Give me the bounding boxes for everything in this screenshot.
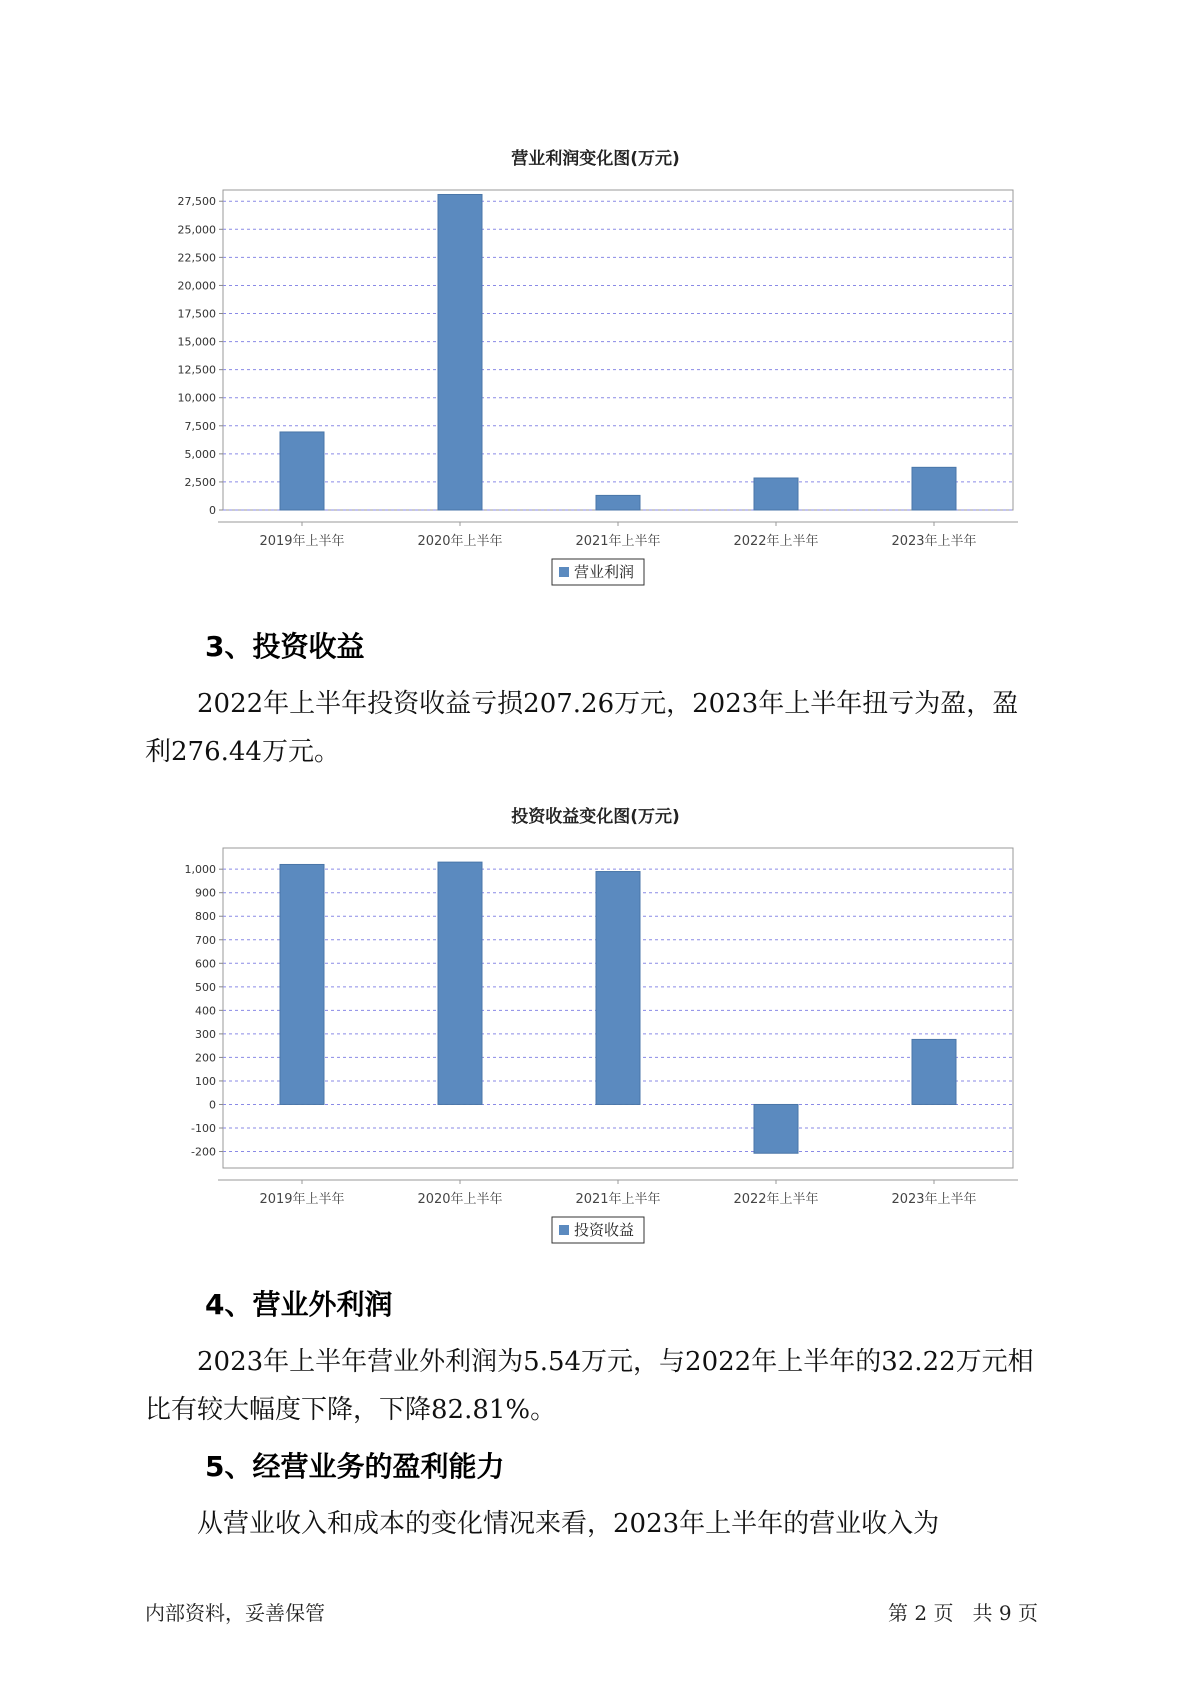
heading-investment-income: 3、投资收益 <box>205 630 365 663</box>
legend-swatch <box>559 567 569 577</box>
y-tick-label: 100 <box>195 1074 216 1088</box>
chart-title-operating-profit: 营业利润变化图(万元) <box>511 149 680 169</box>
bar <box>438 194 482 510</box>
bar <box>280 432 324 510</box>
y-tick-label: 300 <box>195 1027 216 1041</box>
y-tick-label: 200 <box>195 1051 216 1065</box>
x-tick-label: 2021年上半年 <box>575 1192 661 1207</box>
investment-income-chart <box>0 838 1191 1248</box>
paragraph-line: 比有较大幅度下降，下降82.81%。 <box>145 1395 557 1425</box>
y-tick-label: 900 <box>195 886 216 900</box>
y-tick-label: 7,500 <box>184 419 216 433</box>
y-tick-label: 700 <box>195 933 216 947</box>
y-tick-label: 800 <box>195 910 216 924</box>
y-tick-label: 20,000 <box>177 279 216 293</box>
bar <box>438 862 482 1104</box>
y-tick-label: 27,500 <box>177 195 216 209</box>
paragraph-line: 2023年上半年营业外利润为5.54万元，与2022年上半年的32.22万元相 <box>197 1347 1034 1377</box>
x-tick-label: 2023年上半年 <box>891 534 977 549</box>
y-tick-label: 12,500 <box>177 363 216 377</box>
footer-left: 内部资料，妥善保管 <box>145 1601 325 1625</box>
legend-label: 营业利润 <box>574 563 635 581</box>
chart-title-investment-income: 投资收益变化图(万元) <box>511 807 680 827</box>
x-tick-label: 2020年上半年 <box>417 1192 503 1207</box>
y-tick-label: 15,000 <box>177 335 216 349</box>
y-tick-label: 600 <box>195 957 216 971</box>
x-tick-label: 2019年上半年 <box>259 534 345 549</box>
y-tick-label: 2,500 <box>184 475 216 489</box>
plot-area <box>223 190 1013 510</box>
bar <box>754 478 798 510</box>
bar <box>754 1104 798 1153</box>
y-tick-label: 1,000 <box>184 863 216 877</box>
x-tick-label: 2022年上半年 <box>733 1192 819 1207</box>
x-tick-label: 2023年上半年 <box>891 1192 977 1207</box>
y-tick-label: 0 <box>209 1098 216 1112</box>
y-tick-label: -200 <box>191 1145 216 1159</box>
y-tick-label: 25,000 <box>177 223 216 237</box>
paragraph-investment-income <box>145 680 1050 776</box>
paragraph-non-operating-profit <box>145 1338 1050 1434</box>
paragraph-operating-profitability <box>145 1500 1050 1548</box>
y-tick-label: -100 <box>191 1122 216 1135</box>
x-tick-label: 2020年上半年 <box>417 534 503 549</box>
x-tick-label: 2019年上半年 <box>259 1192 345 1207</box>
paragraph-line: 2022年上半年投资收益亏损207.26万元，2023年上半年扭亏为盈，盈 <box>197 689 1019 719</box>
y-tick-label: 400 <box>195 1004 216 1018</box>
bar <box>912 1039 956 1104</box>
y-tick-label: 500 <box>195 980 216 994</box>
bar <box>912 467 956 510</box>
paragraph-line: 利276.44万元。 <box>145 737 340 767</box>
bar <box>596 495 640 510</box>
x-tick-label: 2021年上半年 <box>575 534 661 549</box>
y-tick-label: 5,000 <box>184 447 216 461</box>
y-tick-label: 0 <box>209 504 216 517</box>
legend-swatch <box>559 1225 569 1235</box>
x-tick-label: 2022年上半年 <box>733 534 819 549</box>
legend-label: 投资收益 <box>574 1221 635 1239</box>
operating-profit-chart <box>0 180 1191 590</box>
heading-non-operating-profit: 4、营业外利润 <box>205 1288 393 1321</box>
paragraph-line: 从营业收入和成本的变化情况来看，2023年上半年的营业收入为 <box>197 1509 940 1539</box>
bar <box>596 872 640 1105</box>
y-tick-label: 10,000 <box>177 391 216 405</box>
y-tick-label: 17,500 <box>177 307 216 321</box>
footer-page-number: 第 2 页 共 9 页 <box>888 1601 1038 1625</box>
bar <box>280 864 324 1104</box>
heading-operating-profitability: 5、经营业务的盈利能力 <box>205 1450 505 1483</box>
y-tick-label: 22,500 <box>177 251 216 265</box>
